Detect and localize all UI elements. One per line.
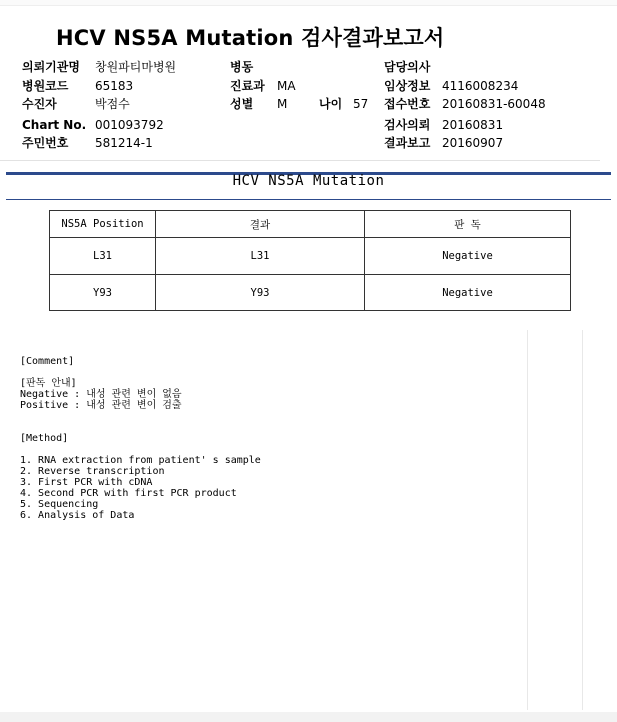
comment-heading: [Comment] xyxy=(20,356,75,367)
report-heading: HCV NS5A Mutation 검사결과보고서 xyxy=(56,26,445,50)
guide-positive: Positive : 내성 관련 변이 검출 xyxy=(20,400,182,411)
dept-value: MA xyxy=(277,79,296,93)
clinical-label: 임상정보 xyxy=(384,79,431,93)
sex-label: 성별 xyxy=(230,97,254,111)
report-date-label: 결과보고 xyxy=(384,136,431,150)
doctor-label: 담당의사 xyxy=(384,60,431,74)
table-row xyxy=(50,275,571,311)
ward-label: 병동 xyxy=(230,60,254,74)
hospital-code-label: 병원코드 xyxy=(22,79,69,93)
clinical-value: 4116008234 xyxy=(442,79,519,93)
chart-no-value: 001093792 xyxy=(95,118,164,132)
scan-artifact-line xyxy=(582,330,583,710)
cell-position: Y93 xyxy=(50,275,156,311)
report-date-value: 20160907 xyxy=(442,136,504,150)
receipt-label: 접수번호 xyxy=(384,97,431,111)
resident-id-value: 581214-1 xyxy=(95,136,153,150)
receipt-value: 20160831-60048 xyxy=(442,97,546,111)
hospital-code-value: 65183 xyxy=(95,79,134,93)
patient-value: 박점수 xyxy=(95,97,130,111)
method-step: 1. RNA extraction from patient' s sample xyxy=(20,455,261,466)
column-header-position: NS5A Position xyxy=(50,211,156,238)
method-step: 6. Analysis of Data xyxy=(20,510,135,521)
method-step: 5. Sequencing xyxy=(20,499,99,510)
chart-no-label: Chart No. xyxy=(22,118,87,132)
dept-label: 진료과 xyxy=(230,79,265,93)
table-header-row xyxy=(50,211,571,238)
blue-rule-bottom xyxy=(6,199,611,200)
method-step: 2. Reverse transcription xyxy=(20,466,165,477)
header-divider xyxy=(0,160,600,161)
scan-artifact-line xyxy=(527,330,528,710)
request-date-label: 검사의뢰 xyxy=(384,118,431,132)
resident-id-label: 주민번호 xyxy=(22,136,69,150)
cell-interpretation: Negative xyxy=(365,238,571,275)
method-heading: [Method] xyxy=(20,433,69,444)
results-table xyxy=(49,210,571,311)
institution-label: 의뢰기관명 xyxy=(22,60,80,74)
sex-value: M xyxy=(277,97,288,111)
patient-label: 수진자 xyxy=(22,97,57,111)
column-header-interpretation: 판 독 xyxy=(365,211,571,238)
cell-result: Y93 xyxy=(156,275,365,311)
method-step: 4. Second PCR with first PCR product xyxy=(20,488,237,499)
age-value: 57 xyxy=(353,97,369,111)
cell-interpretation: Negative xyxy=(365,275,571,311)
method-step: 3. First PCR with cDNA xyxy=(20,477,153,488)
column-header-result: 결과 xyxy=(156,211,365,238)
cell-result: L31 xyxy=(156,238,365,275)
institution-value: 창원파티마병원 xyxy=(95,60,177,74)
guide-negative: Negative : 내성 관련 변이 없음 xyxy=(20,389,182,400)
request-date-value: 20160831 xyxy=(442,118,504,132)
guide-heading: [판독 안내] xyxy=(20,378,77,389)
age-label: 나이 xyxy=(319,97,343,111)
cell-position: L31 xyxy=(50,238,156,275)
page-top-edge xyxy=(0,0,617,6)
table-row xyxy=(50,238,571,275)
report-subtitle: HCV NS5A Mutation xyxy=(232,173,385,189)
